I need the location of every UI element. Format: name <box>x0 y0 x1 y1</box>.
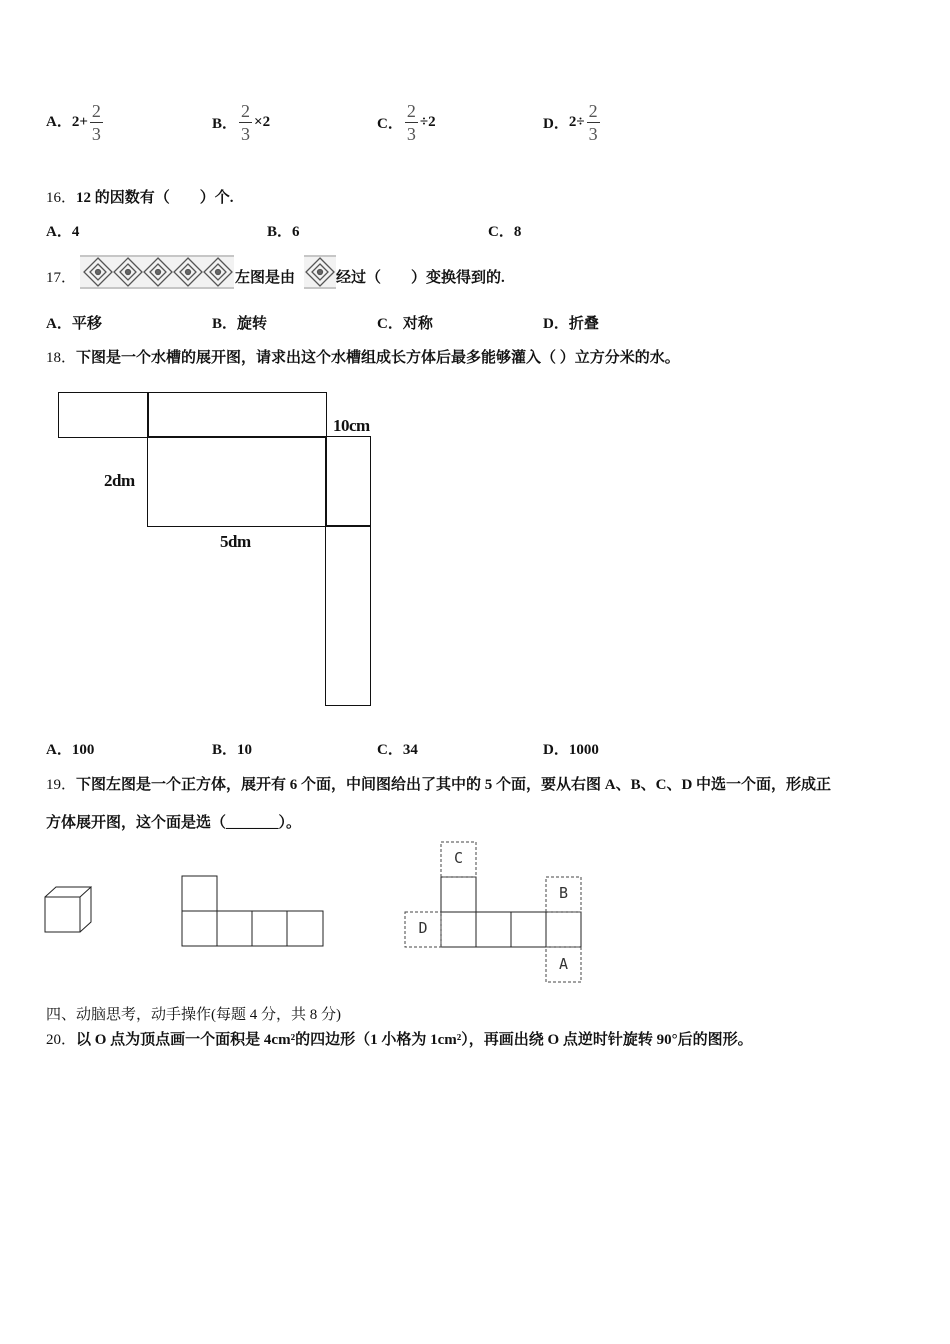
question-number: 16． <box>46 190 77 206</box>
option-label: C． <box>488 224 514 240</box>
q16-question <box>46 186 234 207</box>
option-value: 旋转 <box>237 316 268 332</box>
q15-option-d <box>543 102 602 143</box>
question-text: 12 的因数有（ ）个. <box>76 190 234 206</box>
option-value: 平移 <box>71 316 102 332</box>
q17-option-d <box>543 312 599 333</box>
fraction <box>239 102 252 143</box>
option-prefix: 2+ <box>71 114 88 130</box>
q17-question <box>46 266 76 287</box>
option-value: 8 <box>513 224 522 240</box>
face-label-b: B <box>558 884 569 902</box>
q15-option-c <box>377 102 436 143</box>
question-number: 17． <box>46 270 77 286</box>
option-label: C． <box>377 742 403 758</box>
q18-option-b <box>212 738 252 759</box>
q18-option-a <box>46 738 94 759</box>
q17-text-part1 <box>235 266 295 287</box>
pattern-strip-image <box>80 255 234 289</box>
option-label: C． <box>377 116 403 132</box>
option-label: D． <box>543 742 569 758</box>
question-text: 方体展开图，这个面是选（_______）。 <box>46 815 302 831</box>
q15-option-b <box>212 102 270 143</box>
fraction <box>405 102 418 143</box>
q16-option-b <box>267 220 300 241</box>
q18-option-c <box>377 738 418 759</box>
option-value: 4 <box>71 224 80 240</box>
option-suffix: ×2 <box>254 114 271 130</box>
option-label: B． <box>267 224 293 240</box>
fraction-numerator: 2 <box>241 101 251 121</box>
option-label: A． <box>46 113 72 130</box>
option-value: 对称 <box>402 316 433 332</box>
option-value: 6 <box>292 224 300 240</box>
q18-question <box>46 346 680 367</box>
question-text: 以 O 点为顶点画一个面积是 4cm²的四边形（1 小格为 1cm²），再画出绕 O 点逆时针旋转 90°后的图形。 <box>76 1032 753 1048</box>
option-label: B． <box>212 116 238 132</box>
fraction-denominator: 3 <box>91 124 101 144</box>
net-face-right-upper <box>325 436 371 527</box>
q20-question <box>46 1028 753 1049</box>
net-face-bottom <box>147 436 327 527</box>
face-label-a: A <box>558 955 569 973</box>
q16-option-c <box>488 220 521 241</box>
q16-option-a <box>46 220 79 241</box>
option-label: B． <box>212 742 238 758</box>
option-value: 10 <box>237 742 253 758</box>
question-text: 经过（ ）变换得到的. <box>336 270 505 286</box>
question-number: 19． <box>46 777 77 793</box>
q15-option-a <box>46 102 105 143</box>
fraction-denominator: 3 <box>241 124 251 144</box>
option-value: 折叠 <box>568 316 599 332</box>
q18-option-d <box>543 738 599 759</box>
option-value: 100 <box>71 742 95 758</box>
q17-text-part2 <box>336 266 505 287</box>
question-number: 18． <box>46 350 77 366</box>
question-number: 20． <box>46 1032 77 1048</box>
question-text: 下图是一个水槽的展开图，请求出这个水槽组成长方体后最多能够灌入（ ）立方分米的水。 <box>76 350 680 366</box>
face-label-d: D <box>418 919 428 937</box>
section-4-title: 四、动脑思考，动手操作(每题 4 分，共 8 分) <box>46 1007 341 1023</box>
net-face-top <box>147 392 327 438</box>
option-value: 34 <box>402 742 418 758</box>
option-prefix: 2÷ <box>568 114 585 130</box>
fraction-numerator: 2 <box>91 101 101 121</box>
net-face-right-lower <box>325 525 371 706</box>
q19-question-line1 <box>46 773 831 794</box>
q17-option-c <box>377 312 433 333</box>
option-label: C． <box>377 316 403 332</box>
fraction-denominator: 3 <box>588 124 598 144</box>
option-value: 1000 <box>568 742 599 758</box>
fraction-numerator: 2 <box>588 101 598 121</box>
q19-question-line2 <box>46 811 301 832</box>
fraction-numerator: 2 <box>406 101 416 121</box>
option-label: A． <box>46 316 72 332</box>
fraction <box>90 102 103 143</box>
net-face-left <box>58 392 149 438</box>
face-label-c: C <box>453 849 464 867</box>
label-length: 5dm <box>220 532 251 551</box>
pattern-tile-image <box>304 255 336 289</box>
fraction <box>587 102 600 143</box>
option-label: B． <box>212 316 238 332</box>
option-label: D． <box>543 316 569 332</box>
fraction-denominator: 3 <box>406 124 416 144</box>
cube-figure <box>44 886 92 936</box>
question-text: 左图是由 <box>235 270 296 286</box>
option-label: D． <box>543 116 569 132</box>
option-label: A． <box>46 742 72 758</box>
q17-option-b <box>212 312 267 333</box>
label-width: 2dm <box>104 471 135 490</box>
q17-option-a <box>46 312 102 333</box>
option-label: A． <box>46 224 72 240</box>
option-suffix: ÷2 <box>419 114 436 130</box>
label-height: 10cm <box>333 416 370 435</box>
question-text: 下图左图是一个正方体，展开有 6 个面，中间图给出了其中的 5 个面，要从右图 A、B、C、D 中选一个面，形成正 <box>76 777 832 793</box>
five-face-net <box>180 874 326 949</box>
